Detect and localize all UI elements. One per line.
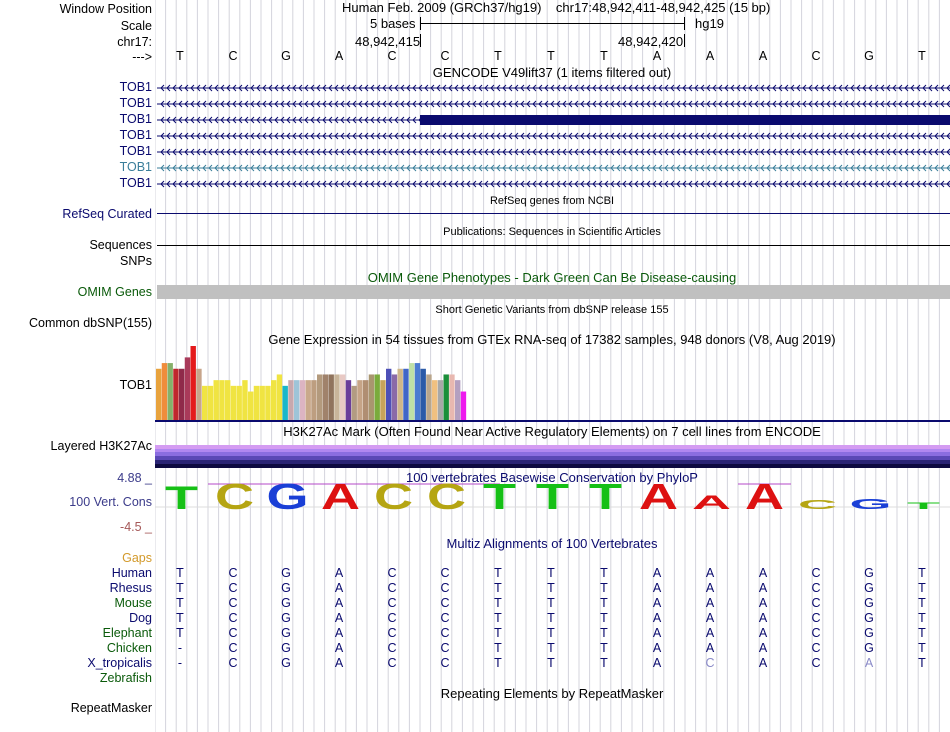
gencode-transcript-label[interactable]: TOB1 — [119, 80, 152, 94]
aligned-base: C — [228, 566, 238, 580]
gtex-bar-chart[interactable] — [155, 346, 555, 420]
gtex-gene-label[interactable]: TOB1 — [119, 378, 152, 392]
aligned-base: T — [547, 656, 555, 670]
conservation-logo-letter: T — [589, 476, 622, 517]
aligned-base: A — [334, 566, 344, 580]
coord-right: 48,942,420 — [618, 34, 684, 49]
aligned-base: T — [918, 641, 926, 655]
gtex-tissue-bar[interactable] — [340, 374, 345, 420]
conservation-logo-letter: T — [483, 476, 516, 517]
repeatmasker-track-title[interactable]: Repeating Elements by RepeatMasker — [440, 686, 664, 701]
snps-track-label[interactable]: SNPs — [120, 254, 152, 268]
aligned-base: C — [387, 656, 397, 670]
gtex-tissue-bar[interactable] — [219, 380, 224, 420]
gtex-tissue-bar[interactable] — [156, 369, 161, 420]
gtex-tissue-bar[interactable] — [455, 380, 460, 420]
gtex-tissue-bar[interactable] — [168, 363, 173, 420]
aligned-base: A — [652, 656, 662, 670]
aligned-base: G — [281, 566, 291, 580]
gtex-tissue-bar[interactable] — [288, 380, 293, 420]
refseq-feature-line[interactable] — [157, 213, 950, 214]
gtex-tissue-bar[interactable] — [277, 374, 282, 420]
aligned-base: G — [864, 581, 874, 595]
species-label[interactable]: Elephant — [102, 626, 152, 640]
aligned-base: - — [177, 641, 183, 655]
aligned-base: C — [811, 596, 821, 610]
gencode-transcript-feature[interactable] — [157, 147, 950, 157]
aligned-base: G — [864, 641, 874, 655]
gtex-tissue-bar[interactable] — [380, 380, 385, 420]
aligned-base: T — [600, 581, 608, 595]
aligned-base: T — [547, 626, 555, 640]
aligned-base: T — [600, 641, 608, 655]
aligned-base: A — [758, 581, 768, 595]
species-label[interactable]: Mouse — [114, 596, 152, 610]
dbsnp-track-title[interactable]: Short Genetic Variants from dbSNP release 155 — [435, 304, 669, 316]
base-letter: T — [176, 49, 184, 63]
aligned-base: A — [758, 596, 768, 610]
aligned-base: A — [652, 611, 662, 625]
gencode-transcript-label[interactable]: TOB1 — [119, 128, 152, 142]
aligned-base: C — [228, 611, 238, 625]
aligned-base: T — [600, 611, 608, 625]
aligned-base: A — [652, 581, 662, 595]
aligned-base: T — [547, 611, 555, 625]
base-letter: A — [334, 49, 344, 63]
scale-bar — [420, 23, 684, 24]
aligned-base: C — [387, 611, 397, 625]
aligned-base: A — [758, 656, 768, 670]
h3k27ac-track-label[interactable]: Layered H3K27Ac — [50, 439, 152, 453]
gencode-track-title[interactable]: GENCODE V49lift37 (1 items filtered out) — [432, 65, 672, 80]
gtex-tissue-bar[interactable] — [386, 369, 391, 420]
aligned-base: A — [652, 596, 662, 610]
aligned-base: A — [334, 611, 344, 625]
conservation-min-label: -4.5 _ — [120, 520, 152, 534]
aligned-base: T — [494, 581, 502, 595]
aligned-base: T — [918, 656, 926, 670]
aligned-base: C — [387, 581, 397, 595]
conservation-logo-letter: G — [849, 496, 892, 513]
publications-track-label[interactable]: Sequences — [89, 238, 152, 252]
gtex-tissue-bar[interactable] — [409, 363, 414, 420]
h3k27ac-signal-layers[interactable] — [155, 445, 950, 468]
aligned-base: C — [387, 641, 397, 655]
gencode-transcript-label[interactable]: TOB1 — [119, 112, 152, 126]
gaps-label: Gaps — [122, 551, 152, 565]
aligned-base: G — [864, 596, 874, 610]
gtex-tissue-bar[interactable] — [392, 374, 397, 420]
aligned-base: T — [918, 566, 926, 580]
gencode-transcript-feature[interactable] — [157, 115, 950, 125]
conservation-logo-letter: A — [691, 490, 732, 514]
gencode-transcript-label[interactable]: TOB1 — [119, 144, 152, 158]
aligned-base: T — [547, 566, 555, 580]
coding-exon — [420, 115, 950, 125]
aligned-base: T — [176, 566, 184, 580]
aligned-base: T — [600, 626, 608, 640]
aligned-base: A — [334, 641, 344, 655]
gtex-tissue-bar[interactable] — [317, 374, 322, 420]
strand-arrow-label[interactable]: ---> — [132, 50, 152, 64]
aligned-base: C — [811, 641, 821, 655]
gtex-tissue-bar[interactable] — [173, 369, 178, 420]
aligned-base: T — [494, 626, 502, 640]
scale-label: Scale — [120, 19, 152, 33]
gtex-tissue-bar[interactable] — [323, 374, 328, 420]
h3k27ac-track-title[interactable]: H3K27Ac Mark (Often Found Near Active Regulatory Elements) on 7 cell lines from ENCODE — [283, 424, 821, 439]
aligned-base: G — [281, 656, 291, 670]
assembly-name: Human Feb. 2009 (GRCh37/hg19) — [342, 0, 542, 15]
gencode-transcript-label[interactable]: TOB1 — [119, 160, 152, 174]
aligned-base: C — [440, 596, 450, 610]
gtex-tissue-bar[interactable] — [352, 386, 357, 420]
aligned-base: A — [652, 626, 662, 640]
gtex-tissue-bar[interactable] — [311, 380, 316, 420]
gtex-tissue-bar[interactable] — [225, 380, 230, 420]
gtex-tissue-bar[interactable] — [179, 369, 184, 420]
aligned-base: T — [547, 596, 555, 610]
gtex-tissue-bar[interactable] — [260, 386, 265, 420]
multiz-track-title[interactable]: Multiz Alignments of 100 Vertebrates — [446, 536, 658, 551]
refseq-track-title[interactable]: RefSeq genes from NCBI — [489, 195, 615, 207]
aligned-base: A — [705, 626, 715, 640]
aligned-base: C — [440, 656, 450, 670]
conservation-logo-letter: C — [427, 476, 466, 517]
gtex-tissue-bar[interactable] — [438, 380, 443, 420]
conservation-logo-letter: C — [374, 476, 413, 517]
gtex-tissue-bar[interactable] — [185, 357, 190, 420]
aligned-base: T — [494, 611, 502, 625]
base-letter: A — [652, 49, 662, 63]
gtex-tissue-bar[interactable] — [231, 386, 236, 420]
gtex-tissue-bar[interactable] — [196, 369, 201, 420]
conservation-max-label: 4.88 _ — [117, 471, 152, 485]
scale-text: 5 bases — [370, 16, 416, 31]
gtex-tissue-bar[interactable] — [369, 374, 374, 420]
aligned-base: C — [387, 596, 397, 610]
aligned-base: A — [334, 626, 344, 640]
aligned-base: G — [281, 611, 291, 625]
base-letter: G — [864, 49, 874, 63]
species-label[interactable]: Zebrafish — [99, 671, 152, 685]
coord-right-tick — [684, 34, 685, 47]
conservation-logo-letter: T — [536, 476, 569, 517]
gtex-tissue-bar[interactable] — [242, 380, 247, 420]
coord-left: 48,942,415 — [355, 34, 421, 49]
dbsnp-track-label[interactable]: Common dbSNP(155) — [29, 316, 152, 330]
gtex-tissue-bar[interactable] — [329, 374, 334, 420]
aligned-base: T — [600, 656, 608, 670]
conservation-logo-letter: G — [266, 476, 309, 517]
aligned-base: A — [705, 611, 715, 625]
gtex-tissue-bar[interactable] — [162, 363, 167, 420]
aligned-base: C — [811, 581, 821, 595]
omim-feature-bar[interactable] — [157, 285, 950, 299]
aligned-base: A — [705, 596, 715, 610]
aligned-base: C — [440, 626, 450, 640]
aligned-base: T — [918, 611, 926, 625]
aligned-base: C — [440, 566, 450, 580]
gtex-tissue-bar[interactable] — [398, 369, 403, 420]
base-letter: C — [440, 49, 450, 63]
base-sequence-row — [0, 49, 950, 63]
scale-bar-left-tick — [420, 17, 421, 30]
publications-feature-line[interactable] — [157, 245, 950, 246]
window-position[interactable] — [342, 1, 770, 15]
aligned-base: C — [228, 596, 238, 610]
base-letter: G — [281, 49, 291, 63]
aligned-base: T — [494, 596, 502, 610]
aligned-base: C — [228, 581, 238, 595]
aligned-base: A — [334, 656, 344, 670]
refseq-track-label[interactable]: RefSeq Curated — [62, 207, 152, 221]
aligned-base: A — [705, 566, 715, 580]
aligned-base: - — [177, 656, 183, 670]
aligned-base: C — [811, 566, 821, 580]
gtex-baseline — [155, 420, 950, 422]
gencode-transcript-feature[interactable] — [157, 179, 950, 189]
species-label[interactable]: Human — [111, 566, 152, 580]
aligned-base: T — [176, 611, 184, 625]
gtex-tissue-bar[interactable] — [461, 392, 466, 420]
aligned-base: T — [547, 641, 555, 655]
aligned-base: A — [334, 596, 344, 610]
species-label[interactable]: Rhesus — [109, 581, 152, 595]
gencode-transcript-feature[interactable] — [157, 131, 950, 141]
gencode-transcript-label[interactable]: TOB1 — [119, 176, 152, 190]
aligned-base: C — [387, 626, 397, 640]
aligned-base: C — [811, 611, 821, 625]
base-letter: T — [918, 49, 926, 63]
aligned-base: C — [228, 626, 238, 640]
gtex-tissue-bar[interactable] — [248, 392, 253, 420]
species-label[interactable]: Chicken — [106, 641, 152, 655]
aligned-base: A — [864, 656, 874, 670]
aligned-base: T — [600, 596, 608, 610]
gtex-tissue-bar[interactable] — [363, 380, 368, 420]
aligned-base: T — [494, 566, 502, 580]
aligned-base: A — [334, 581, 344, 595]
species-label[interactable]: Dog — [129, 611, 152, 625]
gtex-tissue-bar[interactable] — [403, 369, 408, 420]
gtex-tissue-bar[interactable] — [237, 386, 242, 420]
aligned-base: A — [758, 641, 768, 655]
repeatmasker-track-label[interactable]: RepeatMasker — [70, 701, 152, 715]
gtex-tissue-bar[interactable] — [415, 363, 420, 420]
coord-left-tick — [420, 34, 421, 47]
conservation-logo-letter: A — [745, 476, 784, 517]
gtex-tissue-bar[interactable] — [283, 386, 288, 420]
aligned-base: G — [864, 626, 874, 640]
conservation-track-title[interactable]: 100 vertebrates Basewise Conservation by PhyloP — [406, 470, 698, 485]
gtex-tissue-bar[interactable] — [265, 386, 270, 420]
conservation-logo-letter: C — [215, 476, 254, 517]
aligned-base: A — [758, 611, 768, 625]
gtex-track-title[interactable]: Gene Expression in 54 tissues from GTEx RNA-seq of 17382 samples, 948 donors (V8, Aug 2019) — [268, 332, 836, 347]
scale-db: hg19 — [695, 16, 724, 31]
aligned-base: T — [918, 596, 926, 610]
aligned-base: C — [440, 581, 450, 595]
gtex-tissue-bar[interactable] — [421, 369, 426, 420]
gtex-tissue-bar[interactable] — [346, 380, 351, 420]
aligned-base: T — [176, 581, 184, 595]
gtex-tissue-bar[interactable] — [449, 374, 454, 420]
aligned-base: C — [228, 656, 238, 670]
base-letter: C — [228, 49, 238, 63]
aligned-base: T — [176, 596, 184, 610]
gencode-transcript-feature[interactable] — [157, 83, 950, 93]
aligned-base: G — [281, 581, 291, 595]
aligned-base: T — [600, 566, 608, 580]
gtex-tissue-bar[interactable] — [254, 386, 259, 420]
conservation-track-label[interactable]: 100 Vert. Cons — [69, 495, 152, 509]
window-position-label: Window Position — [59, 2, 152, 16]
aligned-base: C — [387, 566, 397, 580]
omim-track-label[interactable]: OMIM Genes — [77, 285, 152, 299]
gencode-transcript-feature[interactable] — [157, 99, 950, 109]
base-letter: T — [547, 49, 555, 63]
aligned-base: G — [864, 611, 874, 625]
gtex-tissue-bar[interactable] — [271, 380, 276, 420]
base-letter: T — [494, 49, 502, 63]
aligned-base: A — [705, 641, 715, 655]
aligned-base: G — [281, 596, 291, 610]
aligned-base: C — [228, 641, 238, 655]
gtex-tissue-bar[interactable] — [294, 380, 299, 420]
conservation-logo-letter: T — [907, 501, 940, 512]
base-letter: A — [758, 49, 768, 63]
base-letter: C — [811, 49, 821, 63]
aligned-base: C — [440, 641, 450, 655]
gtex-tissue-bar[interactable] — [202, 386, 207, 420]
h3k27ac-layer-6 — [155, 464, 950, 468]
omim-track-title[interactable]: OMIM Gene Phenotypes - Dark Green Can Be Disease-causing — [367, 270, 737, 285]
aligned-base: C — [705, 656, 715, 670]
chrom-label: chr17: — [117, 35, 152, 49]
aligned-base: C — [811, 626, 821, 640]
aligned-base: T — [918, 581, 926, 595]
aligned-base: A — [652, 641, 662, 655]
aligned-base: A — [705, 581, 715, 595]
aligned-base: A — [652, 566, 662, 580]
scale-bar-right-tick — [684, 17, 685, 30]
conservation-logo-letter: A — [639, 476, 678, 517]
gtex-tissue-bar[interactable] — [357, 380, 362, 420]
conservation-logo-letter: T — [165, 480, 198, 517]
aligned-base: T — [494, 656, 502, 670]
gencode-transcript-feature[interactable] — [157, 163, 950, 173]
aligned-base: A — [758, 626, 768, 640]
gtex-tissue-bar[interactable] — [426, 374, 431, 420]
base-letter: C — [387, 49, 397, 63]
gtex-tissue-bar[interactable] — [191, 346, 196, 420]
aligned-base: G — [864, 566, 874, 580]
aligned-base: G — [281, 626, 291, 640]
conservation-logo-letter: A — [321, 476, 360, 517]
position-range: chr17:48,942,411-48,942,425 (15 bp) — [555, 0, 771, 15]
publications-track-title[interactable]: Publications: Sequences in Scientific Articles — [443, 226, 661, 238]
gtex-tissue-bar[interactable] — [334, 374, 339, 420]
aligned-base: A — [758, 566, 768, 580]
aligned-base: G — [281, 641, 291, 655]
conservation-logo-letter: C — [798, 498, 837, 512]
gtex-tissue-bar[interactable] — [208, 386, 213, 420]
aligned-base: T — [176, 626, 184, 640]
gencode-transcript-label[interactable]: TOB1 — [119, 96, 152, 110]
aligned-base: T — [494, 641, 502, 655]
gtex-tissue-bar[interactable] — [214, 380, 219, 420]
aligned-base: T — [918, 626, 926, 640]
base-letter: A — [705, 49, 715, 63]
gtex-tissue-bar[interactable] — [300, 380, 305, 420]
species-label[interactable]: X_tropicalis — [87, 656, 152, 670]
gtex-tissue-bar[interactable] — [444, 374, 449, 420]
gtex-tissue-bar[interactable] — [306, 380, 311, 420]
gtex-tissue-bar[interactable] — [432, 380, 437, 420]
gtex-tissue-bar[interactable] — [375, 374, 380, 420]
aligned-base: C — [440, 611, 450, 625]
base-letter: T — [600, 49, 608, 63]
aligned-base: C — [811, 656, 821, 670]
aligned-base: T — [547, 581, 555, 595]
